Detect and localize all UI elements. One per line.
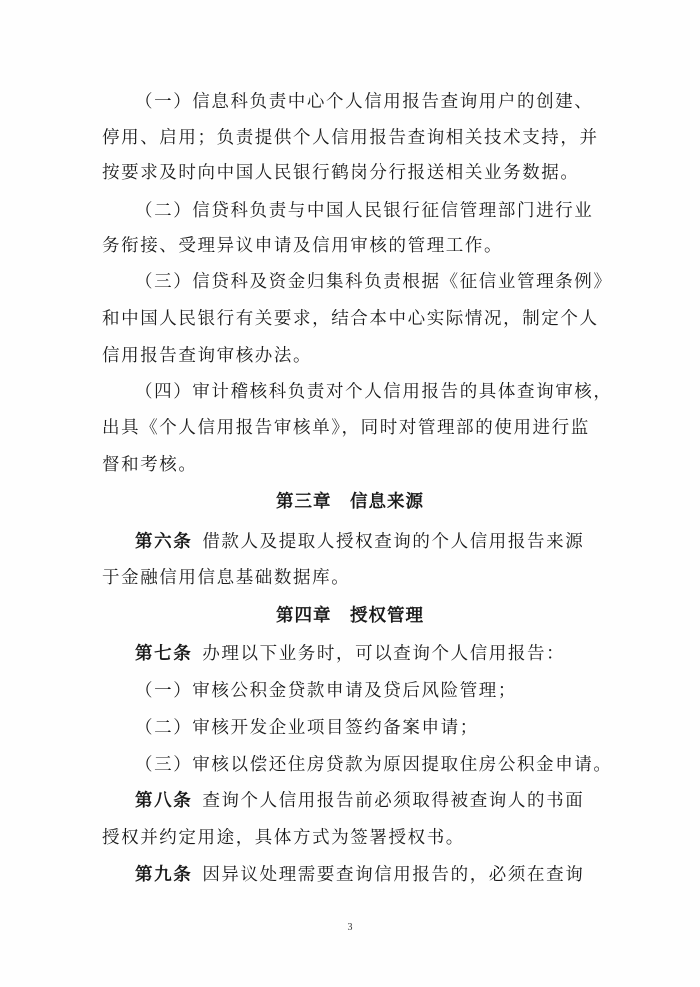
para-1-line-1: （一）信息科负责中心个人信用报告查询用户的创建、	[135, 92, 594, 112]
article-9-text-1: 因异议处理需要查询信用报告的，必须在查询	[202, 865, 585, 885]
article-7-label: 第七条	[135, 644, 193, 664]
article-6-label: 第六条	[135, 532, 193, 552]
article-6-text-1: 借款人及提取人授权查询的个人信用报告来源	[202, 532, 585, 552]
para-2-line-1: （二）信贷科负责与中国人民银行征信管理部门进行业	[135, 201, 594, 221]
article-8-line-2: 授权并约定用途，具体方式为签署授权书。	[102, 828, 465, 848]
article-7-item-2: （二）审核开发企业项目签约备案申请；	[135, 718, 479, 738]
chapter-4-heading: 第四章 授权管理	[276, 606, 424, 626]
article-7-line-1	[135, 642, 565, 666]
article-9-line-1	[135, 863, 584, 887]
chapter-3-heading: 第三章 信息来源	[276, 492, 424, 512]
article-8-text-1: 查询个人信用报告前必须取得被查询人的书面	[202, 791, 585, 811]
para-4-line-2: 出具《个人信用报告审核单》，同时对管理部的使用进行监	[102, 418, 590, 438]
para-3-line-1: （三）信贷科及资金归集科负责根据《征信业管理条例》	[135, 272, 613, 292]
para-2-line-2: 务衔接、受理异议申请及信用审核的管理工作。	[102, 236, 504, 256]
article-9-label: 第九条	[135, 865, 193, 885]
article-7-item-1: （一）审核公积金贷款申请及贷后风险管理；	[135, 681, 517, 701]
para-1-line-2: 停用、启用；负责提供个人信用报告查询相关技术支持，并	[102, 128, 599, 148]
para-1-line-3: 按要求及时向中国人民银行鹤岗分行报送相关业务数据。	[102, 163, 580, 183]
article-7-item-3: （三）审核以偿还住房贷款为原因提取住房公积金申请。	[135, 755, 613, 775]
article-6-line-2: 于金融信用信息基础数据库。	[102, 568, 351, 588]
page-number: 3	[347, 922, 353, 933]
article-8-label: 第八条	[135, 791, 193, 811]
para-3-line-3: 信用报告查询审核办法。	[102, 346, 313, 366]
para-4-line-1: （四）审计稽核科负责对个人信用报告的具体查询审核，	[135, 382, 613, 402]
para-4-line-3: 督和考核。	[102, 455, 198, 475]
article-6-line-1	[135, 530, 584, 554]
para-3-line-2: 和中国人民银行有关要求，结合本中心实际情况，制定个人	[102, 309, 599, 329]
article-8-line-1	[135, 789, 584, 813]
article-7-text-1: 办理以下业务时，可以查询个人信用报告：	[202, 644, 566, 664]
